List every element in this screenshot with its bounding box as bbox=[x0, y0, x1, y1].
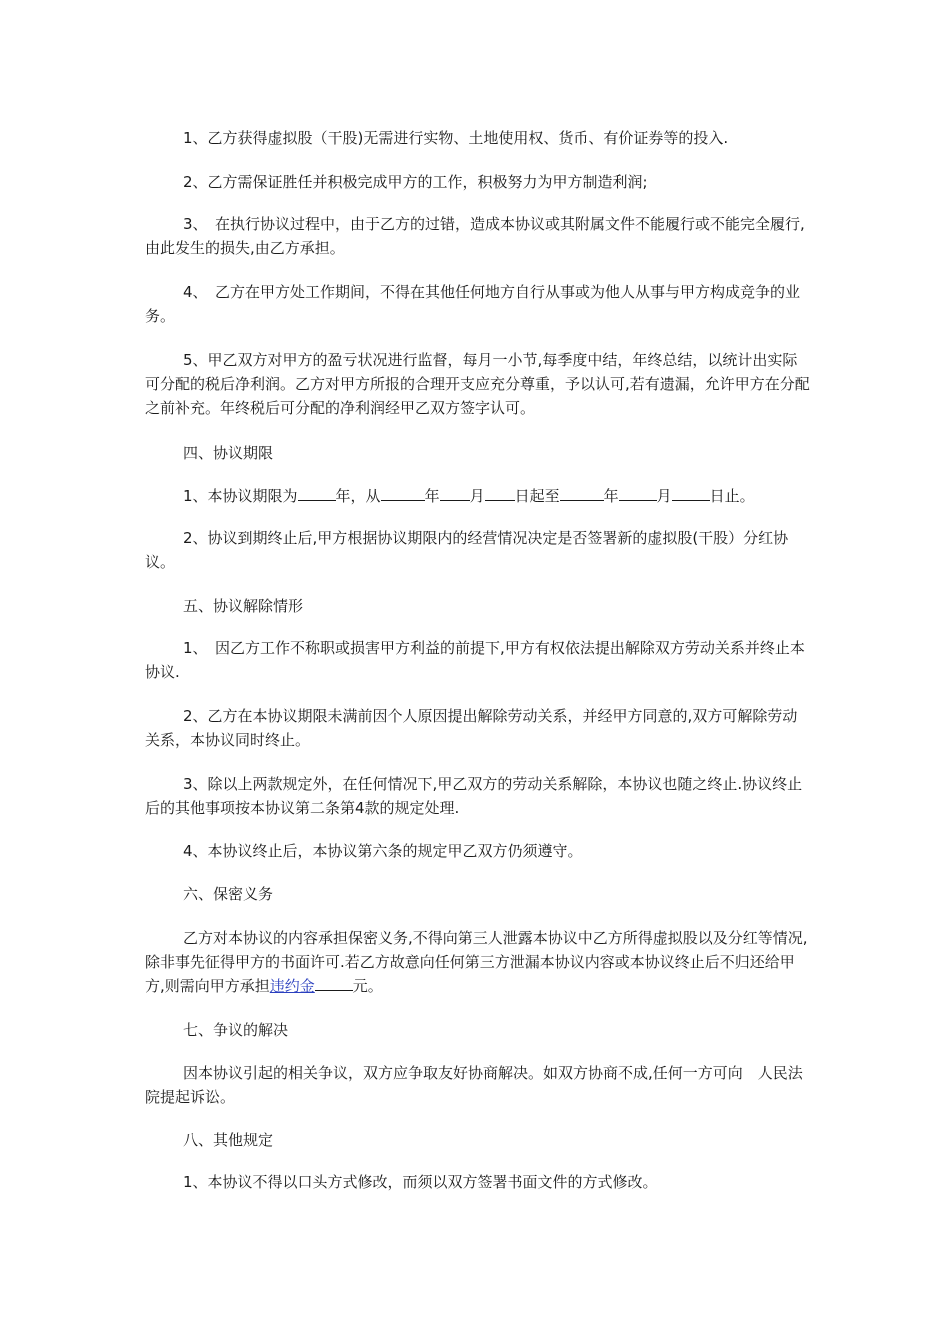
dispute-clause: 因本协议引起的相关争议，双方应争取友好协商解决。如双方协商不成,任何一方可向 人民法院提起诉讼。 bbox=[145, 1064, 803, 1106]
clause-3: 3、 在执行协议过程中，由于乙方的过错，造成本协议或其附属文件不能履行或不能完全履行,由此发生的损失,由乙方承担。 bbox=[145, 215, 805, 257]
blank-years bbox=[298, 484, 336, 501]
clause-1: 1、乙方获得虚拟股（干股)无需进行实物、土地使用权、货币、有价证券等的投入. bbox=[183, 129, 729, 147]
confidentiality-text-end: 元。 bbox=[352, 977, 383, 995]
section-heading-termination: 五、协议解除情形 bbox=[183, 597, 304, 615]
blank-penalty-amount bbox=[315, 974, 353, 991]
term-text-a: 1、本协议期限为 bbox=[183, 487, 298, 505]
confidentiality-text: 乙方对本协议的内容承担保密义务,不得向第三人泄露本协议中乙方所得虚拟股以及分红等情况,除非事先征得甲方的书面许可.若乙方故意向任何第三方泄漏本协议内容或本协议终止后不归还给甲方,则需向甲方承担 bbox=[145, 929, 808, 995]
term-clause-1 bbox=[145, 484, 810, 508]
termination-clause-4: 4、本协议终止后，本协议第六条的规定甲乙双方仍须遵守。 bbox=[183, 842, 583, 860]
termination-clause-3: 3、除以上两款规定外，在任何情况下,甲乙双方的劳动关系解除，本协议也随之终止.协议终止后的其他事项按本协议第二条第4款的规定处理. bbox=[145, 775, 803, 817]
termination-clause-2: 2、乙方在本协议期限未满前因个人原因提出解除劳动关系，并经甲方同意的,双方可解除劳动关系，本协议同时终止。 bbox=[145, 707, 798, 749]
confidentiality-clause bbox=[145, 926, 810, 998]
blank-end-year bbox=[560, 484, 604, 501]
clause-5: 5、甲乙双方对甲方的盈亏状况进行监督，每月一小节,每季度中结，年终总结，以统计出实际可分配的税后净利润。乙方对甲方所报的合理开支应充分尊重，予以认可,若有遗漏，允许甲方在分配之前补充。年终税后可分配的净利润经甲乙双方签字认可。 bbox=[145, 351, 810, 417]
clause-4: 4、 乙方在甲方处工作期间，不得在其他任何地方自行从事或为他人从事与甲方构成竞争的业务。 bbox=[145, 283, 801, 325]
section-heading-dispute: 七、争议的解决 bbox=[183, 1021, 289, 1039]
blank-start-day bbox=[485, 484, 515, 501]
clause-2: 2、乙方需保证胜任并积极完成甲方的工作，积极努力为甲方制造利润; bbox=[183, 173, 648, 191]
penalty-link[interactable]: 违约金 bbox=[269, 977, 315, 995]
other-clause-1: 1、本协议不得以口头方式修改，而须以双方签署书面文件的方式修改。 bbox=[183, 1173, 658, 1191]
blank-end-month bbox=[619, 484, 657, 501]
term-clause-2: 2、协议到期终止后,甲方根据协议期限内的经营情况决定是否签署新的虚拟股(干股）分红协议。 bbox=[145, 529, 789, 571]
term-text-b: 年，从 bbox=[335, 487, 381, 505]
blank-start-month bbox=[440, 484, 470, 501]
blank-start-year bbox=[381, 484, 425, 501]
term-text-d: 月 bbox=[469, 487, 485, 505]
term-text-e: 日起至 bbox=[514, 487, 560, 505]
section-heading-other: 八、其他规定 bbox=[183, 1131, 274, 1149]
section-heading-confidentiality: 六、保密义务 bbox=[183, 885, 274, 903]
blank-end-day bbox=[672, 484, 710, 501]
term-text-f: 年 bbox=[603, 487, 619, 505]
term-text-g: 月 bbox=[656, 487, 672, 505]
termination-clause-1: 1、 因乙方工作不称职或损害甲方利益的前提下,甲方有权依法提出解除双方劳动关系并终止本协议. bbox=[145, 639, 805, 681]
section-heading-term: 四、协议期限 bbox=[183, 444, 274, 462]
term-text-c: 年 bbox=[424, 487, 440, 505]
term-text-h: 日止。 bbox=[709, 487, 755, 505]
